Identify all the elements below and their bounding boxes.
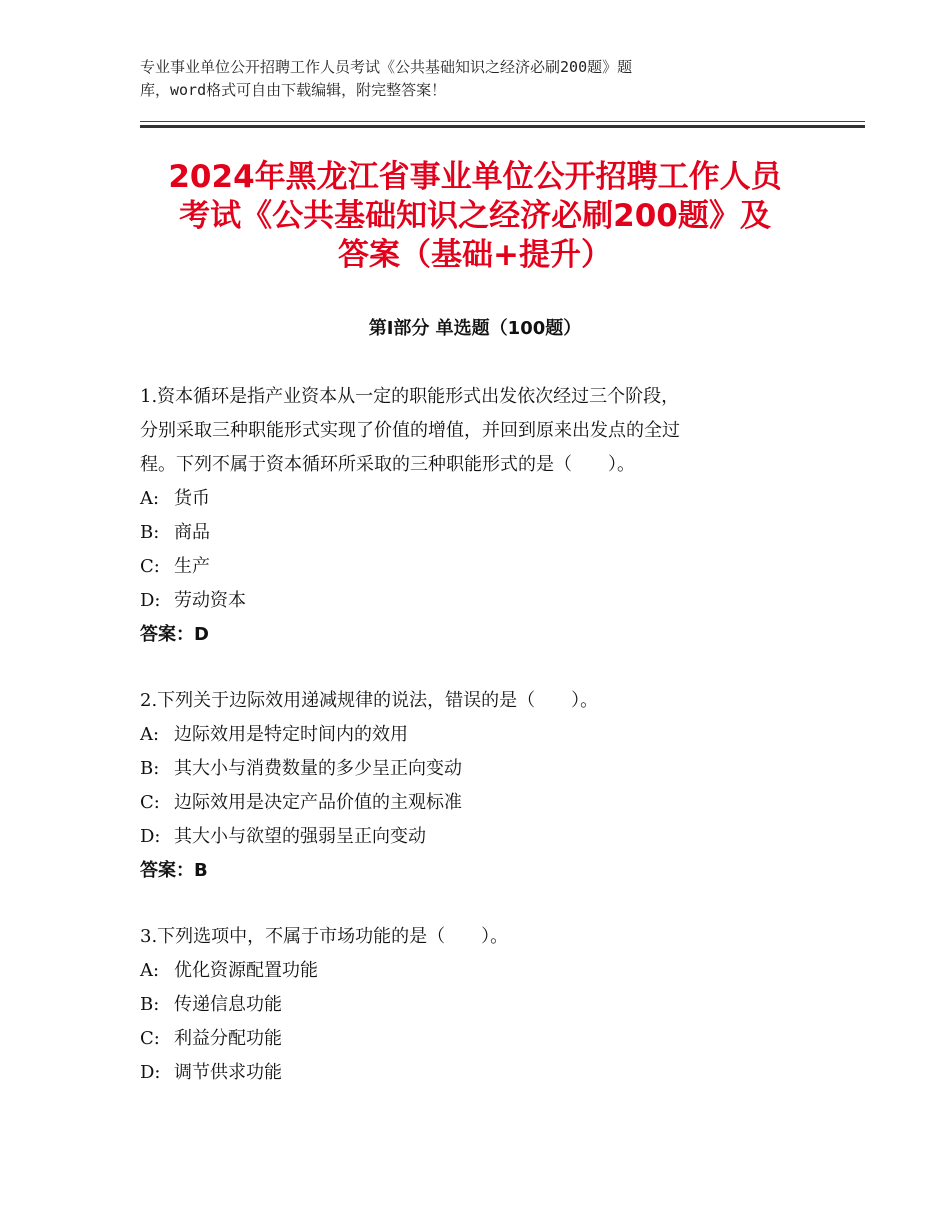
option-text: 生产 <box>174 556 210 577</box>
option-a <box>140 482 840 516</box>
title-line: 2024年黑龙江省事业单位公开招聘工作人员 <box>168 159 782 195</box>
answer-label: 答案：B <box>140 860 208 881</box>
header-divider-thick <box>140 125 865 128</box>
option-text: 货币 <box>174 488 210 509</box>
option-key: B: <box>140 522 160 543</box>
option-text: 商品 <box>174 522 210 543</box>
answer-label: 答案：D <box>140 624 209 645</box>
question-3 <box>140 920 840 1090</box>
option-b <box>140 516 840 550</box>
option-text: 劳动资本 <box>174 590 246 611</box>
option-c <box>140 1022 840 1056</box>
question-stem <box>140 380 840 482</box>
title-line: 答案（基础+提升） <box>338 237 612 273</box>
option-key: A: <box>140 488 160 509</box>
option-text: 其大小与欲望的强弱呈正向变动 <box>174 826 426 847</box>
header-note-line: 库，word格式可自由下载编辑，附完整答案！ <box>140 81 447 99</box>
question-list <box>140 380 840 1122</box>
question-1 <box>140 380 840 652</box>
option-d <box>140 584 840 618</box>
option-text: 调节供求功能 <box>174 1062 282 1083</box>
option-key: C: <box>140 1028 160 1049</box>
option-c <box>140 550 840 584</box>
option-text: 边际效用是决定产品价值的主观标准 <box>174 792 462 813</box>
option-text: 其大小与消费数量的多少呈正向变动 <box>174 758 462 779</box>
option-key: A: <box>140 724 160 745</box>
option-b <box>140 752 840 786</box>
option-key: A: <box>140 960 160 981</box>
option-key: B: <box>140 994 160 1015</box>
option-a <box>140 954 840 988</box>
section-heading: 第Ⅰ部分 单选题（100题） <box>368 318 582 339</box>
option-b <box>140 988 840 1022</box>
stem-line: 1.资本循环是指产业资本从一定的职能形式出发依次经过三个阶段， <box>140 386 680 407</box>
option-key: B: <box>140 758 160 779</box>
option-c <box>140 786 840 820</box>
option-key: C: <box>140 792 160 813</box>
option-key: D: <box>140 826 161 847</box>
header-note <box>140 56 760 102</box>
header-note-line: 专业事业单位公开招聘工作人员考试《公共基础知识之经济必刷200题》题 <box>140 58 633 76</box>
option-key: D: <box>140 590 161 611</box>
question-stem <box>140 920 840 954</box>
stem-line: 程。下列不属于资本循环所采取的三种职能形式的是（ ）。 <box>140 454 635 475</box>
stem-line: 分别采取三种职能形式实现了价值的增值，并回到原来出发点的全过 <box>140 420 680 441</box>
header-divider-thin <box>140 121 865 122</box>
option-text: 边际效用是特定时间内的效用 <box>174 724 408 745</box>
option-key: D: <box>140 1062 161 1083</box>
option-d <box>140 1056 840 1090</box>
question-2 <box>140 684 840 888</box>
option-key: C: <box>140 556 160 577</box>
question-stem <box>140 684 840 718</box>
option-text: 利益分配功能 <box>174 1028 282 1049</box>
stem-line: 3.下列选项中，不属于市场功能的是（ ）。 <box>140 926 509 947</box>
option-text: 传递信息功能 <box>174 994 282 1015</box>
title-line: 考试《公共基础知识之经济必刷200题》及 <box>179 198 771 234</box>
option-a <box>140 718 840 752</box>
stem-line: 2.下列关于边际效用递减规律的说法，错误的是（ ）。 <box>140 690 599 711</box>
option-d <box>140 820 840 854</box>
document-title <box>100 158 850 275</box>
option-text: 优化资源配置功能 <box>174 960 318 981</box>
